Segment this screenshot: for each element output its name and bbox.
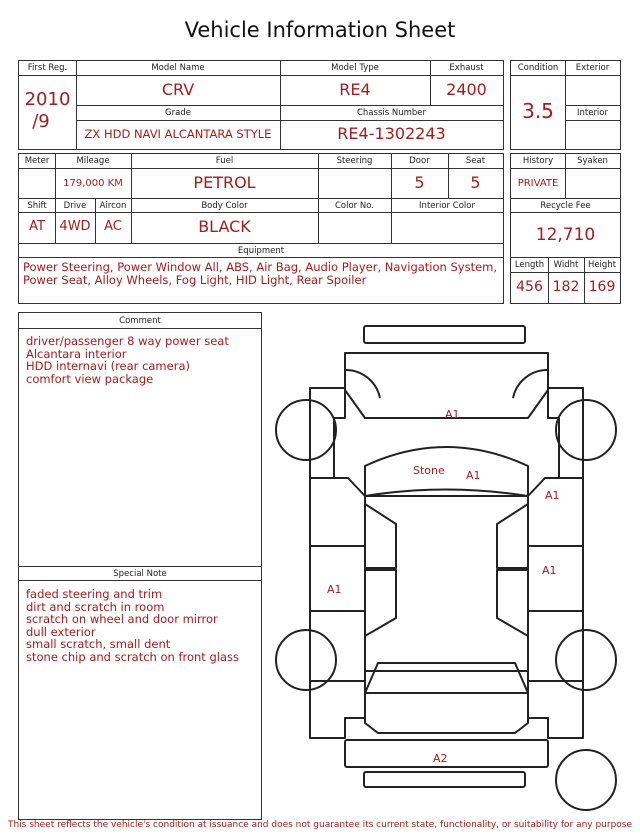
special-note-line: scratch on wheel and door mirror [26, 612, 218, 626]
exhaust-label: Exhaust [449, 63, 484, 73]
spare-wheel [556, 750, 616, 810]
fuel-label: Fuel [215, 156, 234, 166]
footer-disclaimer: This sheet reflects the vehicle's condition at issuance and does not guarantee its current state, functionality, or suitability for any purpose [7, 820, 633, 830]
left-rear-window [365, 570, 396, 636]
recycle-fee-label: Recycle Fee [540, 201, 591, 211]
door-value: 5 [414, 173, 425, 192]
fuel-value: PETROL [193, 173, 256, 192]
right-rear-window [497, 570, 528, 636]
right-rear-wheel [556, 630, 616, 690]
comment-list [26, 335, 229, 385]
steering-label: Steering [336, 156, 373, 166]
width-label: Widht [553, 260, 579, 270]
aircon-value: AC [104, 219, 122, 234]
recycle-fee-value: 12,710 [535, 225, 596, 245]
windshield-panel [365, 447, 528, 496]
body-color-label: Body Color [201, 201, 248, 211]
condition-label: Condition [517, 63, 559, 73]
mileage-value: 179,000 KM [63, 178, 123, 189]
rear-glass-panel [365, 663, 528, 693]
width-value: 182 [552, 279, 580, 295]
first-reg-year: 2010 [24, 89, 71, 110]
drive-label: Drive [63, 201, 87, 211]
hood-mark: A1 [445, 408, 460, 421]
special-note-line: dirt and scratch in room [26, 599, 165, 614]
comment-line: driver/passenger 8 way power seat [26, 334, 229, 348]
seat-value: 5 [470, 173, 481, 192]
syaken-label: Syaken [577, 156, 608, 166]
special-note-label: Special Note [113, 569, 167, 579]
left-front-window [365, 504, 396, 568]
equipment-text: Power Steering, Power Window All, ABS, Air Bag, Audio Player, Navigation System, Power Seat, Alloy Wheels, Fog Light, HID Light, Rear Spoiler [23, 260, 498, 287]
history-label: History [522, 156, 554, 166]
right-rear-quarter [528, 681, 583, 738]
car-damage-diagram [268, 318, 626, 818]
rear-bumper-mark: A2 [433, 752, 448, 765]
right-rear-door-mark: A1 [542, 564, 557, 577]
roof-panel [365, 496, 528, 671]
spec-block [18, 153, 504, 304]
left-a-pillar [310, 478, 365, 546]
condition-block [510, 60, 621, 150]
length-value: 456 [516, 279, 543, 295]
comment-panel [18, 312, 262, 820]
model-type-label: Model Type [331, 63, 379, 73]
left-rear-door [310, 611, 365, 681]
shift-label: Shift [27, 201, 47, 211]
body-color-value: BLACK [198, 217, 251, 236]
height-label: Height [587, 260, 617, 270]
special-note-line: stone chip and scratch on front glass [26, 649, 239, 664]
special-note-line: small scratch, small dent [26, 637, 171, 651]
windshield-a1-mark: A1 [466, 469, 481, 482]
grade-value: ZX HDD NAVI ALCANTARA STYLE [84, 127, 272, 141]
grade-label: Grade [165, 108, 191, 118]
special-note-line: dull exterior [26, 624, 96, 639]
history-block [510, 153, 621, 304]
left-rear-quarter [310, 681, 365, 738]
chassis-number-label: Chassis Number [356, 108, 427, 118]
exhaust-value: 2400 [446, 80, 487, 99]
model-name-value: CRV [161, 80, 195, 99]
comment-line: HDD internavi (rear camera) [26, 359, 190, 373]
right-front-door [528, 546, 583, 611]
right-front-door-mark: A1 [545, 489, 560, 502]
left-front-door [310, 546, 365, 611]
first-reg-month: /9 [32, 111, 50, 132]
right-headlight [513, 370, 548, 398]
left-rear-door-mark: A1 [327, 583, 342, 596]
exterior-label: Exterior [575, 63, 610, 73]
meter-label: Meter [24, 156, 50, 166]
aircon-label: Aircon [99, 201, 127, 211]
special-note-line: faded steering and trim [26, 587, 163, 601]
rear-lower-panel [364, 772, 525, 787]
shift-value: AT [29, 219, 45, 234]
comment-label: Comment [119, 316, 161, 326]
interior-label: Interior [576, 108, 608, 118]
model-name-label: Model Name [151, 63, 205, 73]
drive-value: 4WD [59, 219, 91, 234]
mileage-label: Mileage [76, 156, 110, 166]
front-bumper-panel [364, 326, 525, 343]
model-type-value: RE4 [339, 80, 371, 99]
special-note-list [26, 588, 239, 663]
seat-label: Seat [465, 156, 486, 166]
history-value: PRIVATE [517, 178, 559, 189]
comment-line: comfort view package [26, 371, 154, 386]
height-value: 169 [588, 279, 616, 295]
door-label: Door [409, 156, 430, 166]
registration-block [18, 60, 504, 150]
comment-line: Alcantara interior [26, 346, 127, 361]
right-rear-door [528, 611, 583, 681]
color-no-label: Color No. [334, 201, 374, 211]
equipment-label: Equipment [237, 246, 285, 256]
windshield-stone-mark: Stone [413, 464, 445, 477]
length-label: Length [514, 260, 545, 270]
right-front-wheel [556, 400, 616, 460]
left-rear-wheel [276, 630, 336, 690]
chassis-number-value: RE4-1302243 [337, 124, 446, 143]
first-reg-label: First Reg. [27, 63, 68, 73]
condition-value: 3.5 [522, 99, 554, 123]
page-title: Vehicle Information Sheet [184, 18, 456, 42]
left-headlight [345, 370, 380, 398]
right-front-window [497, 504, 528, 568]
tailgate-panel [365, 693, 528, 733]
left-front-wheel [276, 400, 336, 460]
interior-color-label: Interior Color [419, 201, 475, 211]
